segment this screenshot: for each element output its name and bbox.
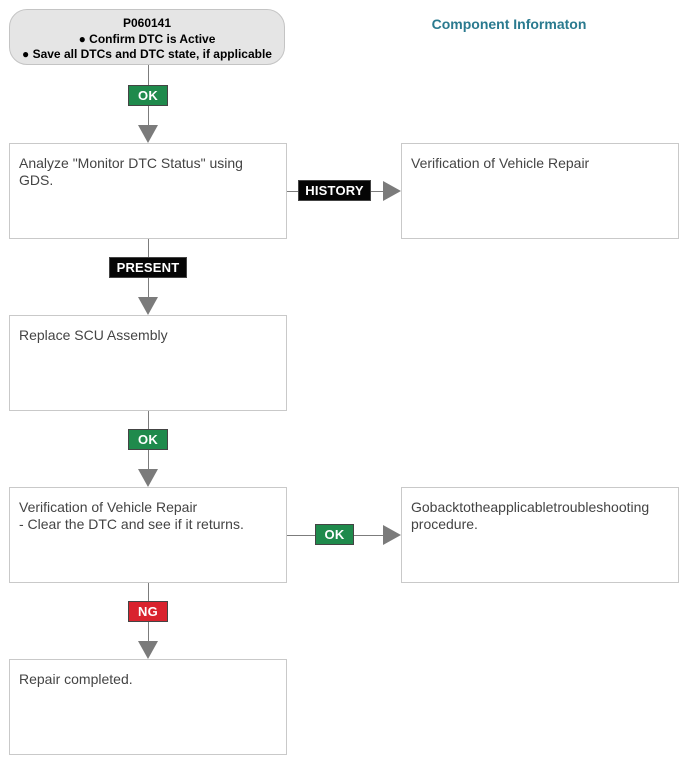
step-verification-history-text: Verification of Vehicle Repair [411, 155, 590, 171]
arrow-to-completed [138, 641, 158, 659]
history-badge: HISTORY [298, 180, 371, 201]
step-repair-completed [9, 659, 287, 755]
step-analyze-monitor-status [9, 143, 287, 239]
step-analyze-text: Analyze "Monitor DTC Status" using GDS. [19, 155, 243, 188]
arrow-to-history-verification [383, 181, 401, 201]
start-box [9, 9, 285, 65]
ok-badge-3: OK [315, 524, 354, 545]
ok-badge-1: OK [128, 85, 168, 106]
arrow-to-verify [138, 469, 158, 487]
step-verification-history [401, 143, 679, 239]
ng-badge: NG [128, 601, 168, 622]
arrow-to-replace [138, 297, 158, 315]
step-completed-text: Repair completed. [19, 671, 133, 687]
step-verification-repair [9, 487, 287, 583]
dtc-code: P060141 [122, 16, 172, 30]
start-instruction-1: ● Confirm DTC is Active [78, 31, 216, 46]
step-replace-scu [9, 315, 287, 411]
step-verification-title: Verification of Vehicle Repair [19, 499, 198, 515]
arrow-to-goback [383, 525, 401, 545]
component-information-link[interactable]: Component Informaton [431, 16, 587, 32]
step-go-back-troubleshooting [401, 487, 679, 583]
ok-badge-2: OK [128, 429, 168, 450]
present-badge: PRESENT [109, 257, 187, 278]
step-verification-instruction: - Clear the DTC and see if it returns. [19, 516, 244, 532]
step-go-back-text: Gobacktotheapplicabletroubleshooting procedure. [411, 499, 650, 532]
start-instruction-2: ● Save all DTCs and DTC state, if applicable [22, 47, 272, 61]
step-replace-text: Replace SCU Assembly [19, 327, 168, 343]
arrow-to-analyze [138, 125, 158, 143]
